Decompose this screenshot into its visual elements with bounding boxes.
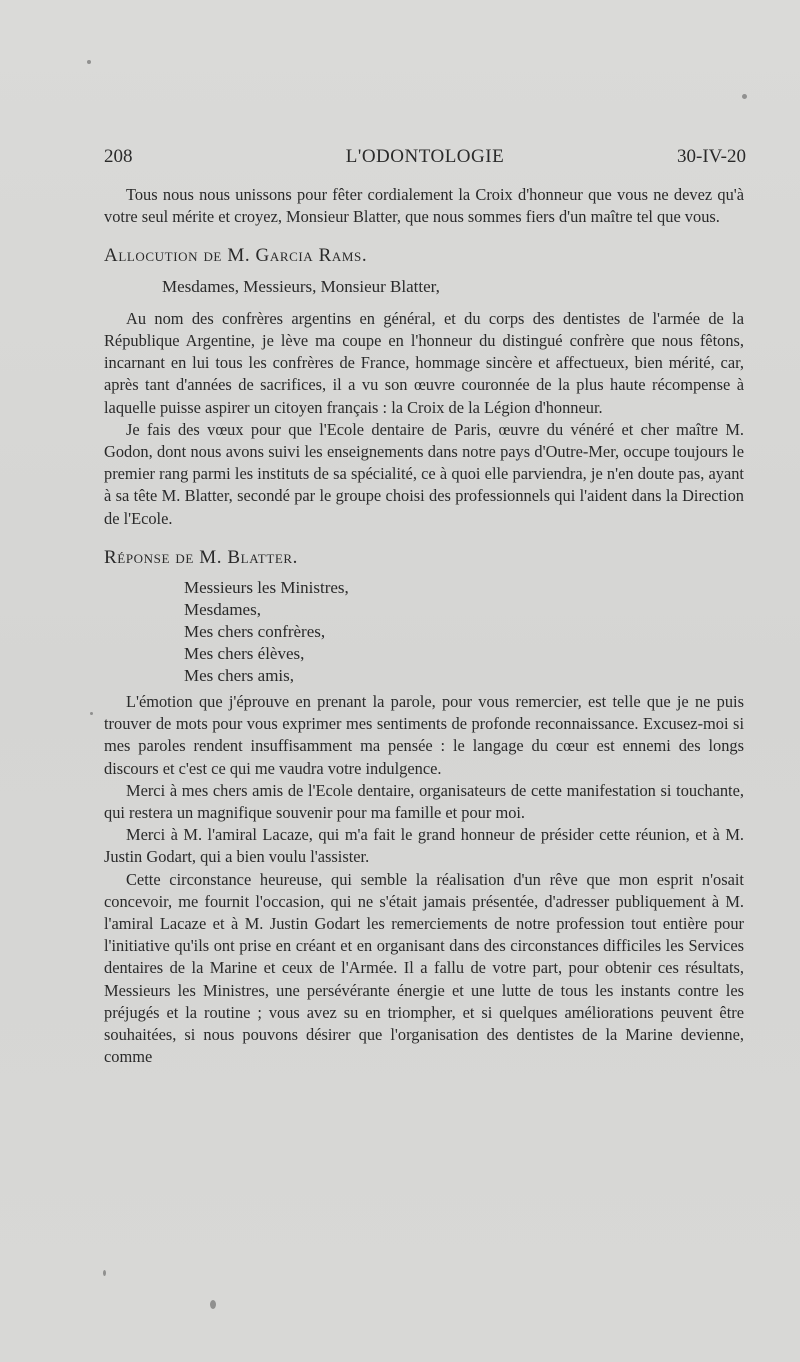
paper-speck: [103, 1270, 106, 1276]
address-line: Messieurs les Ministres,: [184, 578, 349, 598]
section-heading-garcia-rams: Allocution de M. Garcia Rams.: [104, 245, 368, 267]
salutation: Mesdames, Messieurs, Monsieur Blatter,: [162, 276, 440, 296]
paragraph: Je fais des vœux pour que l'Ecole dentaire de Paris, œuvre du vénéré et cher maître M. Godon, dont nous avons suivi les enseignements dans notre pays d'Outre-Mer, occupe toujours le premier rang parmi les instituts de sa spécialité, ce à quoi elle parviendra, je n'en doute pas, ayant à sa tête M. Blatter, secondé par le groupe choisi des professionnels qui l'aident dans la Direction de l'Ecole.: [104, 419, 744, 528]
running-header: [104, 146, 746, 172]
section-heading-blatter: Réponse de M. Blatter.: [104, 546, 299, 568]
address-line: Mes chers amis,: [184, 666, 295, 686]
paragraph: L'émotion que j'éprouve en prenant la parole, pour vous remercier, est telle que je ne puis trouver de mots pour vous exprimer mes sentiments de profonde reconnaissance. Excusez-moi si mes paroles rendent insuffisamment ma pensée : le langage du cœur est ennemi des longs discours et c'est ce qui me vaudra votre indulgence.: [104, 692, 744, 778]
paragraph: Au nom des confrères argentins en général, et du corps des dentistes de l'armée de la République Argentine, je lève ma coupe en l'honneur du distingué confrère que nous fêtons, incarnant en lui tous les confrères de France, hommage sincère et affectueux, bien mérité, car, après tant d'années de sacrifices, il a vu son œuvre couronnée de la plus haute récompense à laquelle puisse aspirer un citoyen français : la Croix de la Légion d'honneur.: [104, 308, 744, 417]
intro-paragraph: Tous nous nous unissons pour fêter cordialement la Croix d'honneur que vous ne devez qu'à votre seul mérite et croyez, Monsieur Blatter, que nous sommes fiers d'un maître tel que vous.: [104, 185, 744, 227]
paper-speck: [742, 94, 747, 99]
paper-speck: [90, 712, 93, 715]
issue-date: 30-IV-20: [677, 146, 746, 167]
address-list: [184, 577, 744, 687]
paragraph: Merci à M. l'amiral Lacaze, qui m'a fait le grand honneur de présider cette réunion, et à M. Justin Godart, qui a bien voulu l'assister.: [104, 825, 744, 867]
journal-title: L'ODONTOLOGIE: [345, 146, 505, 167]
address-line: Mes chers élèves,: [184, 644, 305, 664]
page-number: 208: [104, 146, 133, 167]
paragraph: Cette circonstance heureuse, qui semble la réalisation d'un rêve que mon esprit n'osait concevoir, me fournit l'occasion, qui ne s'était jamais présentée, d'adresser publiquement à M. l'amiral Lacaze et à M. Justin Godart les remerciements de notre profession tout entière pour l'initiative qu'ils ont prise en créant et en organisant dans des circonstances difficiles les Services dentaires de la Marine et ceux de l'Armée. Il a fallu de votre part, pour obtenir ces résultats, Messieurs les Ministres, une persévérante énergie et une lutte de tous les instants contre les préjugés et la routine ; vous avez su en triompher, et si quelques améliorations peuvent être souhaitées, si nous pouvons désirer que l'organisation des dentistes de la Marine devienne, comme: [104, 869, 744, 1067]
paragraph: Merci à mes chers amis de l'Ecole dentaire, organisateurs de cette manifestation si touchante, qui restera un magnifique souvenir pour ma famille et pour moi.: [104, 780, 744, 823]
address-line: Mes chers confrères,: [184, 622, 326, 642]
paper-speck: [210, 1300, 216, 1309]
paper-speck: [87, 60, 91, 64]
address-line: Mesdames,: [184, 600, 261, 620]
page-body: [104, 184, 744, 1069]
